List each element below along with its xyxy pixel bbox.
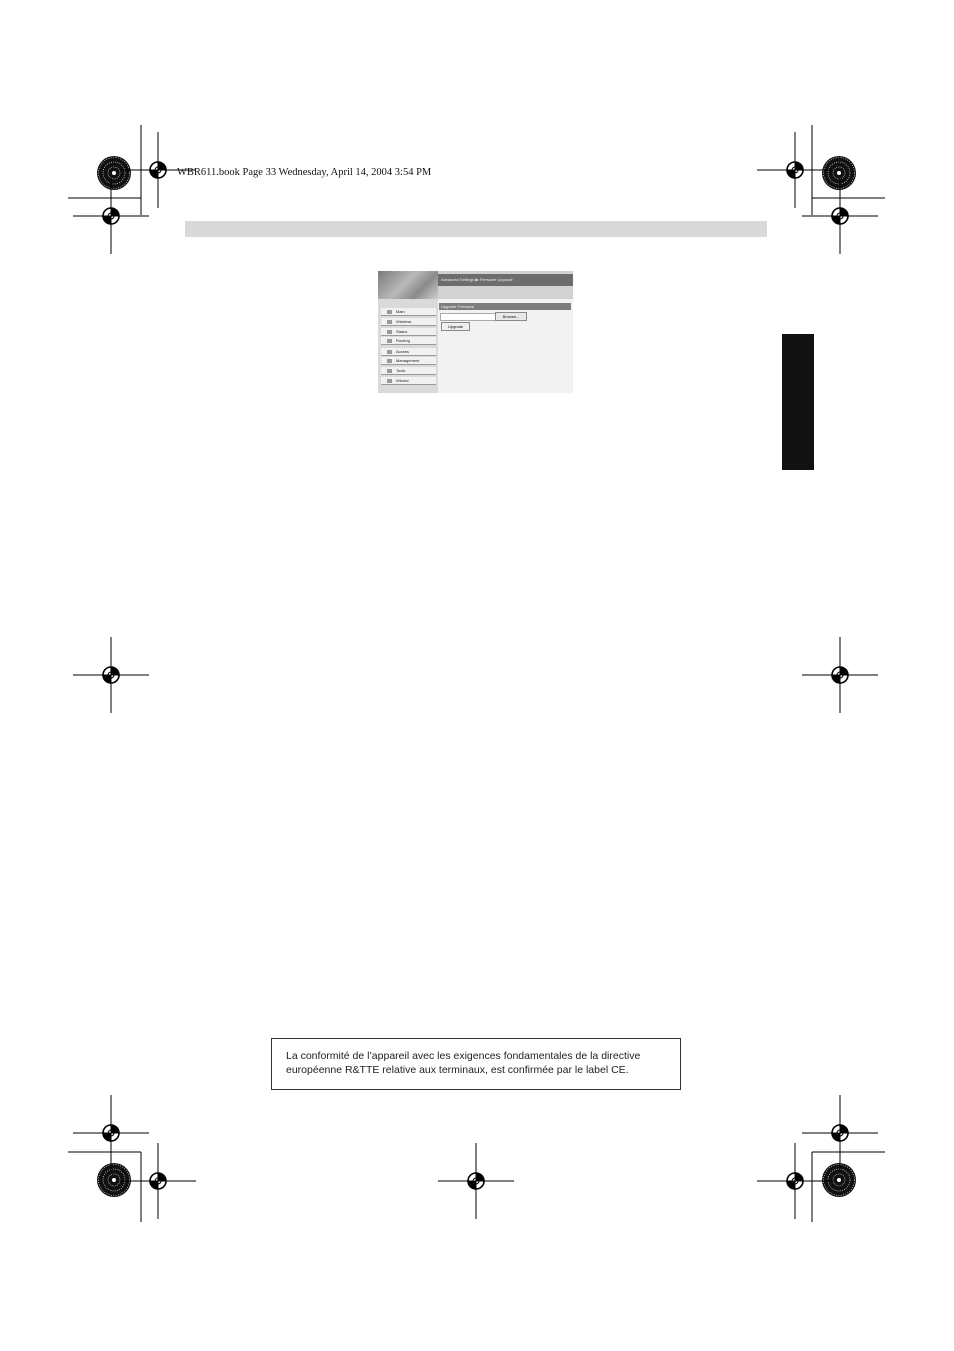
folder-icon	[387, 310, 392, 314]
browse-button[interactable]: Browse...	[495, 312, 527, 321]
screenshot-breadcrumb: Advanced Settings ▶ Firmware Upgrade	[438, 274, 573, 286]
menu-item-routing[interactable]: Routing	[381, 337, 436, 345]
section-tab	[782, 334, 814, 470]
menu-item-management[interactable]: Management	[381, 357, 436, 365]
print-header: WBR611.book Page 33 Wednesday, April 14, 2004 3:54 PM	[177, 167, 432, 178]
menu-item-status[interactable]: Status	[381, 328, 436, 336]
ce-conformity-notice	[271, 1038, 681, 1090]
folder-icon	[387, 359, 392, 363]
header-band	[185, 221, 767, 237]
folder-icon	[387, 320, 392, 324]
menu-item-access[interactable]: Access	[381, 348, 436, 356]
notice-line-1: La conformité de l’appareil avec les exigences fondamentales de la directive	[286, 1050, 641, 1062]
folder-icon	[387, 369, 392, 373]
folder-icon	[387, 339, 392, 343]
upgrade-button[interactable]: Upgrade	[441, 322, 470, 331]
folder-icon	[387, 350, 392, 354]
menu-item-wizard[interactable]: Wizard	[381, 377, 436, 385]
menu-item-wireless[interactable]: Wireless	[381, 318, 436, 326]
firmware-file-input[interactable]	[440, 313, 497, 321]
screenshot-section-title: Upgrade Firmware	[439, 303, 571, 310]
notice-line-2: européenne R&TTE relative aux terminaux, est confirmée par le label CE.	[286, 1063, 629, 1076]
menu-item-tools[interactable]: Tools	[381, 367, 436, 375]
folder-icon	[387, 330, 392, 334]
firmware-upgrade-screenshot	[378, 271, 573, 393]
screenshot-banner-image	[378, 271, 438, 299]
folder-icon	[387, 379, 392, 383]
menu-item-main[interactable]: Main	[381, 308, 436, 316]
